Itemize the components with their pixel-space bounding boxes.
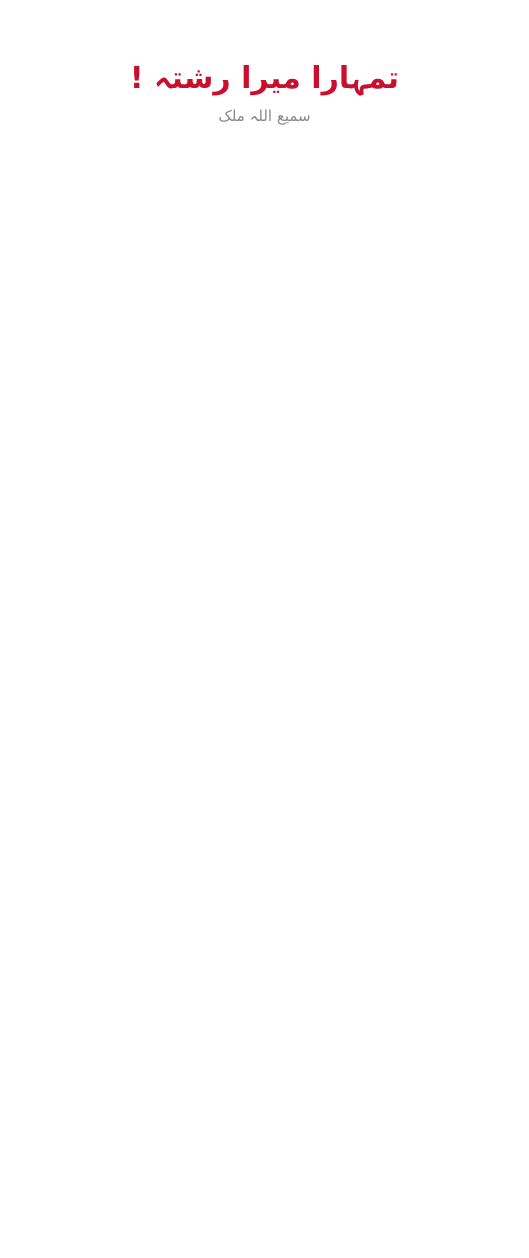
article-title: تمہارا میرا رشتہ ! [129, 61, 400, 96]
article-paragraph [8, 176, 521, 192]
article-paragraph [8, 206, 521, 222]
author-byline: سمیع اللہ ملک [218, 106, 311, 125]
article-paragraph [8, 147, 521, 163]
